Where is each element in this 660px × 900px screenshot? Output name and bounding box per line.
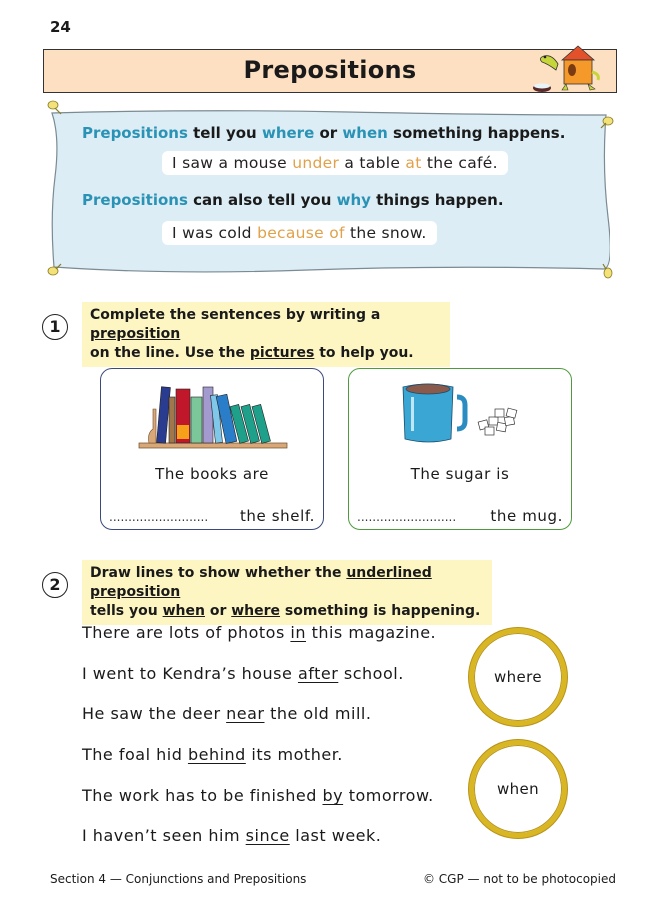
text: I haven’t seen him — [82, 826, 246, 845]
card-sentence-end-row — [357, 507, 563, 525]
highlight: under — [292, 154, 340, 172]
target-circle-where[interactable] — [469, 628, 567, 726]
pushpin-icon — [46, 99, 64, 117]
footer-section: Section 4 — Conjunctions and Prepositions — [50, 872, 307, 886]
text: or — [204, 603, 232, 619]
exercise-card-books — [100, 368, 324, 530]
text: tomorrow. — [343, 786, 434, 805]
target-label: when — [496, 780, 540, 798]
exercise-card-sugar — [348, 368, 572, 530]
info-line-why — [82, 191, 504, 209]
text: the café. — [421, 154, 498, 172]
underlined-term: preposition — [90, 326, 181, 342]
underlined-preposition: after — [297, 664, 339, 683]
text: tells you — [90, 603, 163, 619]
text: the snow. — [344, 224, 427, 242]
text: on the line. Use the — [90, 345, 250, 361]
footer-copyright: © CGP — not to be photocopied — [422, 872, 616, 886]
target-label: where — [493, 668, 543, 686]
matching-sentence[interactable] — [82, 664, 404, 683]
answer-blank[interactable]: .......................... — [357, 510, 457, 524]
question-2-instruction — [82, 560, 492, 625]
text: or — [314, 124, 343, 142]
keyword: Prepositions — [82, 124, 188, 142]
text: I went to Kendra’s house — [82, 664, 298, 683]
example-sentence-2 — [162, 221, 437, 245]
underlined-preposition: behind — [187, 745, 246, 764]
text: its mother. — [245, 745, 343, 764]
text: He saw the deer — [82, 704, 227, 723]
underlined-preposition: since — [245, 826, 290, 845]
card-sentence-start: The sugar is — [410, 465, 510, 483]
pushpin-icon — [46, 261, 64, 279]
example-sentence-1 — [162, 151, 508, 175]
text: I saw a mouse — [172, 154, 293, 172]
text: this magazine. — [305, 623, 437, 642]
keyword: when — [342, 124, 388, 142]
highlight: at — [405, 154, 422, 172]
underlined-preposition: by — [322, 786, 344, 805]
matching-sentence[interactable] — [82, 623, 436, 642]
keyword: why — [336, 191, 371, 209]
card-sentence-end-row — [109, 507, 315, 525]
page-number: 24 — [50, 18, 71, 36]
mug-and-sugar-icon — [349, 375, 573, 459]
matching-sentence[interactable] — [82, 745, 343, 764]
answer-blank[interactable]: .......................... — [109, 510, 209, 524]
question-number-2: 2 — [42, 572, 68, 598]
text: There are lots of photos — [82, 623, 291, 642]
text: something is happening. — [280, 603, 481, 619]
underlined-term: when — [162, 603, 205, 619]
target-circle-when[interactable] — [469, 740, 567, 838]
info-line-where-when — [82, 124, 565, 142]
text: last week. — [289, 826, 382, 845]
highlight: because of — [257, 224, 345, 242]
question-1-instruction — [82, 302, 450, 367]
underlined-term: underlined preposition — [90, 565, 432, 600]
info-panel — [48, 107, 610, 275]
bookshelf-icon — [101, 375, 325, 459]
tortoise-kennel-icon — [528, 42, 608, 94]
text: the old mill. — [264, 704, 372, 723]
text: The work has to be finished — [82, 786, 323, 805]
text: Draw lines to show whether the — [90, 565, 347, 581]
title-banner — [43, 49, 617, 93]
text: Complete the sentences by writing a — [90, 307, 381, 323]
matching-sentence[interactable] — [82, 826, 381, 845]
text: a table — [339, 154, 406, 172]
text: to help you. — [314, 345, 414, 361]
card-sentence-end: the shelf. — [239, 507, 315, 525]
text: The foal hid — [82, 745, 188, 764]
underlined-preposition: in — [290, 623, 306, 642]
question-number-1: 1 — [42, 314, 68, 340]
pushpin-icon — [598, 113, 616, 131]
underlined-preposition: near — [226, 704, 265, 723]
underlined-term: where — [231, 603, 281, 619]
pushpin-icon — [598, 263, 616, 281]
text: things happen. — [370, 191, 504, 209]
text: I was cold — [172, 224, 258, 242]
card-sentence-end: the mug. — [490, 507, 563, 525]
text: school. — [338, 664, 404, 683]
card-sentence-start: The books are — [155, 465, 269, 483]
underlined-term: pictures — [249, 345, 315, 361]
keyword: Prepositions — [82, 191, 188, 209]
matching-sentence[interactable] — [82, 786, 434, 805]
page-title: Prepositions — [243, 56, 417, 84]
keyword: where — [261, 124, 315, 142]
text: can also tell you — [187, 191, 337, 209]
text: tell you — [187, 124, 262, 142]
text: something happens. — [387, 124, 566, 142]
matching-sentence[interactable] — [82, 704, 371, 723]
